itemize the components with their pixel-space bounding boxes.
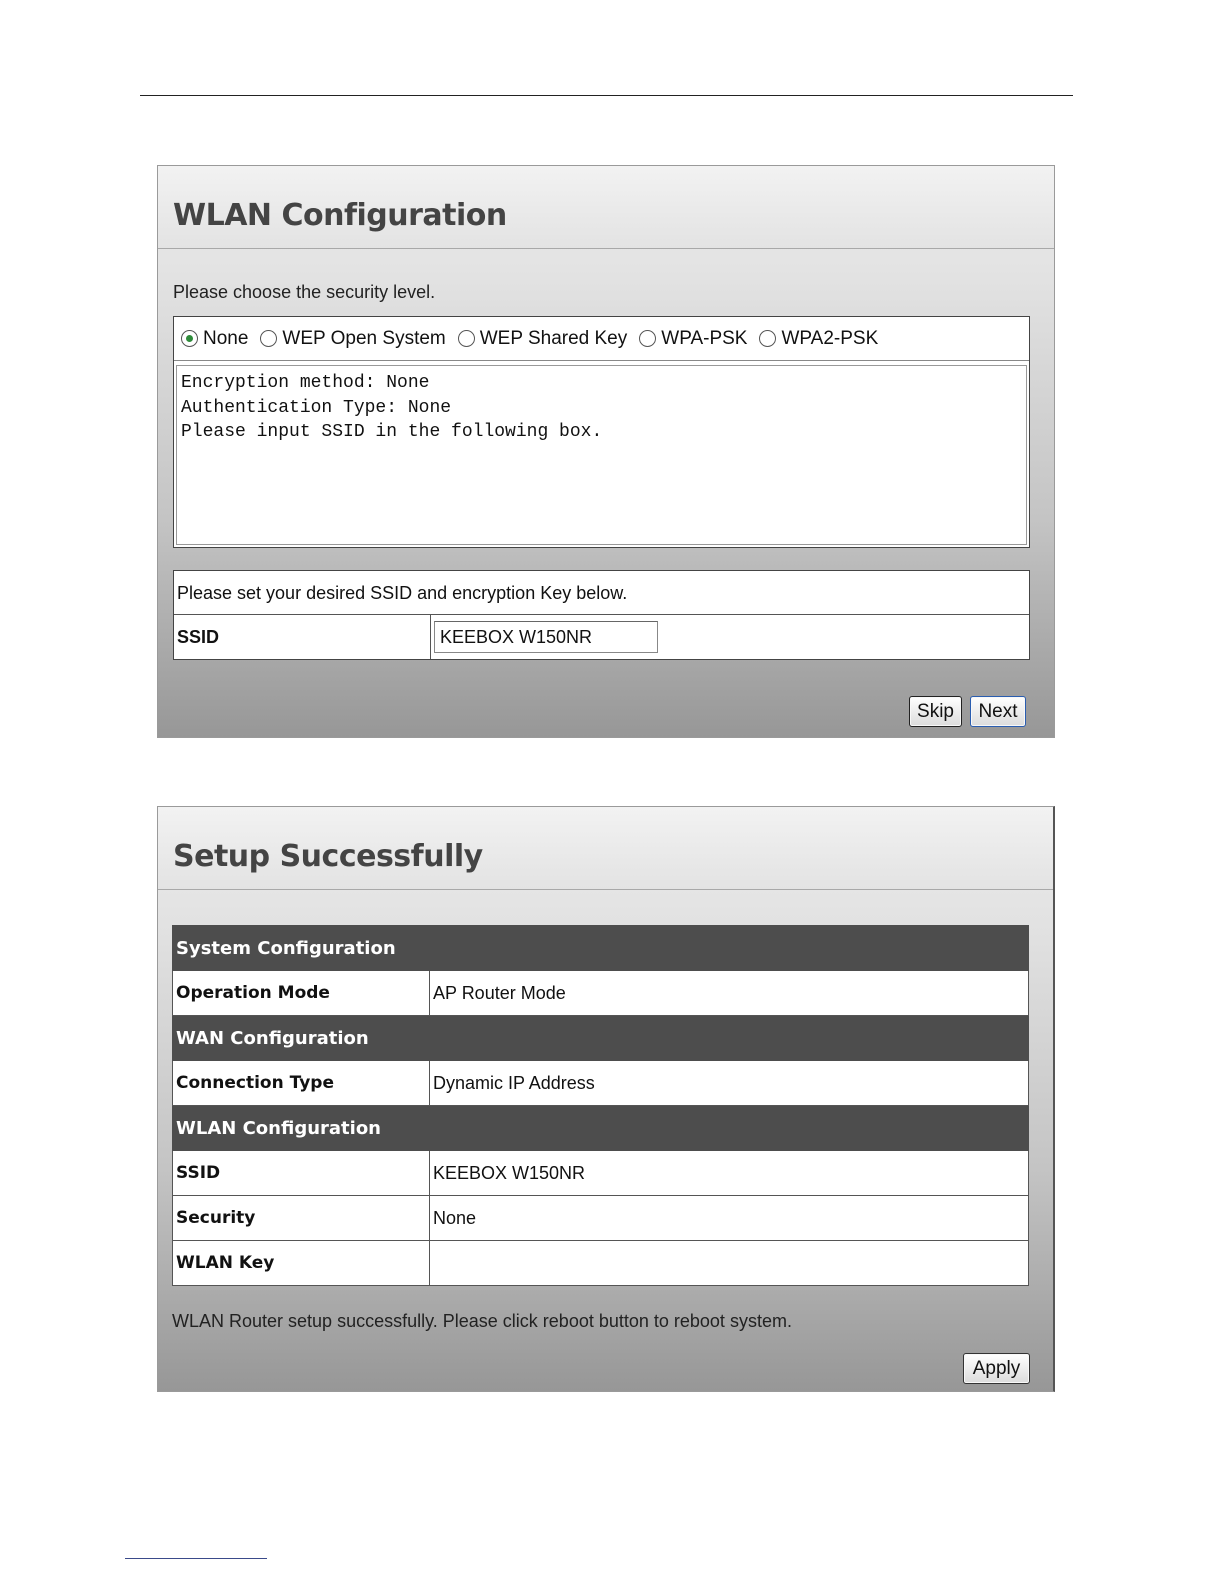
row-key-wlan-key: WLAN Key xyxy=(173,1241,430,1286)
row-value-connection-type: Dynamic IP Address xyxy=(430,1061,1029,1106)
security-level-prompt: Please choose the security level. xyxy=(173,282,436,302)
radio-label: WPA-PSK xyxy=(661,327,748,349)
ssid-row xyxy=(174,615,1029,659)
row-key-connection-type: Connection Type xyxy=(173,1061,430,1106)
wlan-configuration-panel xyxy=(157,165,1055,738)
radio-button-icon[interactable] xyxy=(759,330,776,347)
radio-label: WEP Shared Key xyxy=(479,327,628,349)
page-header-rule xyxy=(140,95,1073,96)
section-header-wlan-configuration: WLAN Configuration xyxy=(173,1106,1029,1151)
security-info-textarea[interactable]: Encryption method: None Authentication Type: None Please input SSID in the following box. xyxy=(176,365,1027,545)
radio-button-icon[interactable] xyxy=(639,330,656,347)
row-key-ssid: SSID xyxy=(173,1151,430,1196)
ssid-input[interactable] xyxy=(434,621,658,653)
ssid-section-header: Please set your desired SSID and encryption Key below. xyxy=(174,571,1029,615)
setup-summary-table xyxy=(172,925,1029,1286)
ssid-settings-box xyxy=(173,570,1030,660)
radio-option-none[interactable] xyxy=(181,328,248,350)
row-value-ssid: KEEBOX W150NR xyxy=(430,1151,1029,1196)
table-row xyxy=(173,1151,1029,1196)
radio-option-wep-shared-key[interactable] xyxy=(458,328,628,350)
apply-button[interactable]: Apply xyxy=(963,1353,1030,1384)
ssid-label: SSID xyxy=(174,615,431,659)
table-row xyxy=(173,1196,1029,1241)
radio-button-icon[interactable] xyxy=(458,330,475,347)
radio-button-icon[interactable] xyxy=(181,330,198,347)
row-value-security: None xyxy=(430,1196,1029,1241)
setup-success-message: WLAN Router setup successfully. Please click reboot button to reboot system. xyxy=(172,1311,792,1331)
security-level-box xyxy=(173,316,1030,548)
ssid-input-cell xyxy=(431,615,658,659)
section-header-wan-configuration: WAN Configuration xyxy=(173,1016,1029,1061)
table-row xyxy=(173,971,1029,1016)
table-section-header xyxy=(173,1016,1029,1061)
radio-label: WPA2-PSK xyxy=(781,327,879,349)
radio-option-wpa-psk[interactable] xyxy=(639,328,747,350)
row-value-operation-mode: AP Router Mode xyxy=(430,971,1029,1016)
radio-button-icon[interactable] xyxy=(260,330,277,347)
wlan-panel-title: WLAN Configuration xyxy=(158,166,1054,249)
setup-panel-title: Setup Successfully xyxy=(158,807,1053,890)
next-button[interactable]: Next xyxy=(970,696,1026,727)
setup-successfully-panel xyxy=(157,806,1055,1392)
radio-label: None xyxy=(203,327,249,349)
table-section-header xyxy=(173,926,1029,971)
row-key-security: Security xyxy=(173,1196,430,1241)
row-value-wlan-key xyxy=(430,1241,1029,1286)
skip-button[interactable]: Skip xyxy=(909,696,962,727)
table-row xyxy=(173,1061,1029,1106)
security-radio-group xyxy=(174,317,1029,361)
row-key-operation-mode: Operation Mode xyxy=(173,971,430,1016)
section-header-system-configuration: System Configuration xyxy=(173,926,1029,971)
radio-option-wpa2-psk[interactable] xyxy=(759,328,878,350)
radio-label: WEP Open System xyxy=(282,327,446,349)
footnote-rule xyxy=(125,1558,267,1559)
table-row xyxy=(173,1241,1029,1286)
radio-option-wep-open-system[interactable] xyxy=(260,328,445,350)
table-section-header xyxy=(173,1106,1029,1151)
